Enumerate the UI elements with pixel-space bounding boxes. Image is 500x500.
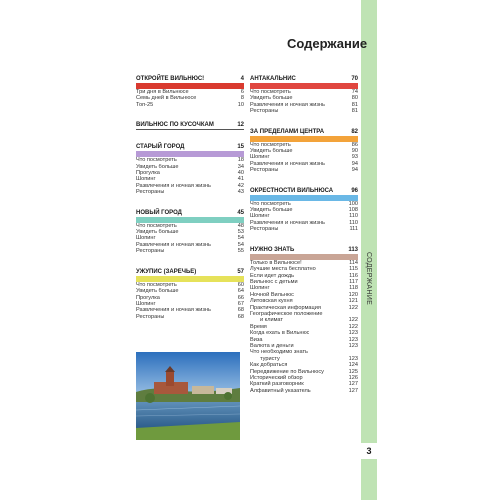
toc-entry-page: 122 [348,323,358,330]
section-heading[interactable] [136,207,244,217]
section-heading-label: СТАРЫЙ ГОРОД [136,144,185,151]
toc-entry-label: Шопинг [250,213,270,220]
toc-entry-page: 108 [348,207,358,214]
toc-entry-page: 43 [237,189,244,196]
toc-entry-page: 66 [237,294,244,301]
toc-section [250,244,358,395]
toc-entry-page: 123 [348,336,358,343]
section-heading-page: 45 [237,209,244,216]
toc-entry-label: Шопинг [136,300,156,307]
toc-entry-label: Шопинг [250,285,270,292]
toc-entry-page: 90 [351,148,358,155]
section-heading-page: 70 [351,76,358,82]
section-heading-page: 113 [348,246,358,253]
section-heading-page: 15 [237,144,244,151]
toc-entry[interactable] [250,388,358,394]
toc-entry-label: Алфавитный указатель [250,387,311,394]
section-heading-label: ВИЛЬНЮС ПО КУСОЧКАМ [136,122,214,129]
section-heading-label: УЖУПИС (ЗАРЕЧЬЕ) [136,268,197,275]
toc-entry-page: 111 [349,226,358,233]
toc-section [136,207,244,255]
toc-entry-label: Географическое положение [250,310,323,317]
toc-entry-page: 94 [351,160,358,167]
page-title: Содержание [287,36,368,51]
toc-entry-page: 18 [237,157,244,164]
section-heading[interactable] [250,185,358,195]
toc-entry-page: 10 [237,101,244,108]
toc-entry-page: 6 [240,89,244,95]
toc-entry-label: Увидеть больше [136,229,179,236]
section-heading-label: НОВЫЙ ГОРОД [136,209,182,216]
toc-entry-label: Прогулка [136,170,160,177]
toc-entry-label: Прогулка [136,294,160,301]
toc-entry-page: 115 [349,266,358,273]
toc-entry[interactable] [250,108,358,114]
toc-entry-label: Шопинг [136,176,156,183]
toc-entry-page: 122 [348,304,358,311]
section-heading-label: НУЖНО ЗНАТЬ [250,246,295,253]
toc-entry-page: 60 [237,281,244,288]
toc-entry-label: Увидеть больше [250,207,293,214]
toc-entry-label: Валюта и деньги [250,342,294,349]
section-heading-page: 82 [351,128,358,135]
toc-entry-page: 86 [351,141,358,148]
toc-entry-page: 8 [240,95,244,102]
photo-illustration [136,352,240,440]
toc-entry[interactable] [136,102,244,108]
section-heading[interactable] [136,119,244,129]
toc-entry-page: 67 [237,300,244,307]
toc-entry-page: 100 [348,200,358,207]
toc-entry-label: Семь дней в Вильнюсе [136,95,197,102]
toc-entry-page: 34 [237,163,244,170]
toc-entry-label: Развлечения и ночная жизнь [250,101,325,108]
toc-entry-page: 123 [348,330,358,337]
section-rule [136,129,244,130]
toc-entry-page: 125 [348,368,358,375]
toc-entry-label: Ночной Вильнюс [250,291,294,298]
toc-entry-page: 94 [351,167,358,174]
toc-entry-label: Виза [250,336,263,343]
toc-entry-page: 114 [349,259,358,266]
section-items [136,157,244,195]
toc-entry-page: 54 [237,235,244,242]
section-heading-page: 12 [237,122,244,129]
toc-entry-label: Лучшие места бесплатно [250,266,316,273]
toc-entry-label: Краткий разговорник [250,381,304,388]
toc-entry-label: Время [250,323,267,330]
side-section-label: СОДЕРЖАНИЕ [365,251,373,305]
toc-entry-label: Как добраться [250,362,288,369]
toc-entry-label: туристу [260,355,280,362]
toc-entry-page: 110 [349,219,358,226]
toc-section [136,266,244,320]
toc-entry-page: 127 [348,387,358,394]
toc-entry-label: Только в Вильнюсе! [250,259,302,266]
toc-entry-page: 117 [349,278,358,285]
toc-entry-label: Топ-25 [136,101,154,108]
toc-entry-label: Увидеть больше [250,148,293,155]
toc-entry-label: Развлечения и ночная жизнь [250,219,325,226]
toc-entry-label: Что посмотреть [136,157,177,164]
toc-entry-label: Что необходимо знать [250,349,308,356]
toc-entry-page: 110 [349,213,358,220]
section-heading[interactable] [250,244,358,254]
toc-entry-page: 40 [237,170,244,177]
toc-entry-page: 121 [348,298,358,305]
toc-section [250,185,358,233]
toc-entry-label: Три дня в Вильнюсе [136,89,189,95]
section-items [136,89,244,108]
toc-entry-label: Развлечения и ночная жизнь [136,307,211,314]
toc-entry-label: Передвижение по Вильнюсу [250,368,324,375]
toc-entry-label: Шопинг [250,154,270,161]
toc-entry-label: Что посмотреть [136,222,177,229]
toc-entry-label: Рестораны [136,248,165,255]
toc-entry-label: Что посмотреть [250,89,291,95]
section-heading-page: 96 [351,187,358,194]
toc-entry-label: Увидеть больше [250,95,293,102]
toc-entry-page: 93 [351,154,358,161]
toc-entry-page: 120 [348,291,358,298]
section-heading[interactable] [136,266,244,276]
toc-section [250,73,358,115]
toc-entry-page: 80 [351,95,358,102]
toc-entry[interactable] [250,167,358,173]
toc-entry-page: 74 [351,89,358,95]
toc-entry-page: 81 [351,108,358,115]
toc-entry[interactable] [250,226,358,232]
toc-entry-label: Шопинг [136,235,156,242]
toc-entry-label: Когда ехать в Вильнюс [250,330,310,337]
toc-entry-page: 48 [237,222,244,229]
toc-entry-page: 118 [349,285,358,292]
toc-entry-page: 42 [237,182,244,189]
section-heading-page: 4 [240,76,244,82]
page-number: 3 [361,443,377,459]
section-heading-page: 57 [237,268,244,275]
section-heading[interactable] [136,141,244,151]
toc-entry-page: 53 [237,229,244,236]
toc-entry-label: Литовская кухня [250,298,293,305]
vilnius-river-photo [136,352,240,440]
section-items [250,201,358,233]
section-items [250,89,358,115]
toc-entry-page: 123 [348,355,358,362]
toc-section [136,73,244,108]
toc-entry-label: Что посмотреть [250,200,291,207]
toc-entry-page: 68 [237,313,244,320]
toc-entry-page: 41 [237,176,244,183]
section-items [136,282,244,320]
toc-entry-label: Исторический обзор [250,375,303,381]
toc-entry-label: Рестораны [250,108,279,115]
toc-entry-page: 123 [348,342,358,349]
toc-entry-page: 122 [348,317,358,324]
toc-section [250,126,358,174]
section-heading-label: ОКРЕСТНОСТИ ВИЛЬНЮСА [250,187,334,194]
toc-entry-label: Рестораны [250,226,279,233]
toc-entry-label: Рестораны [136,189,165,196]
toc-section [136,141,244,195]
toc-entry-label: Развлечения и ночная жизнь [136,241,211,248]
toc-entry-label: Увидеть больше [136,163,179,170]
section-heading-label: АНТАКАЛЬНИС [250,76,296,82]
toc-entry-page: 64 [237,288,244,295]
toc-entry-page: 124 [348,362,358,369]
toc-entry-label: Увидеть больше [136,288,179,295]
section-items [136,223,244,255]
toc-left-column [136,73,244,331]
toc-entry[interactable] [136,314,244,320]
toc-entry[interactable] [136,189,244,195]
section-heading-label: ОТКРОЙТЕ ВИЛЬНЮС! [136,76,205,82]
toc-entry[interactable] [136,248,244,254]
toc-entry-page: 81 [351,101,358,108]
section-items [250,142,358,174]
section-heading[interactable] [250,126,358,136]
toc-entry-label: Что посмотреть [136,281,177,288]
toc-entry-page: 127 [348,381,358,388]
toc-entry-label: Развлечения и ночная жизнь [250,160,325,167]
toc-entry-page: 55 [237,248,244,255]
toc-entry-label: Вильнюс с детьми [250,278,298,285]
toc-entry-page: 68 [237,307,244,314]
section-heading[interactable] [136,73,244,83]
section-heading-label: ЗА ПРЕДЕЛАМИ ЦЕНТРА [250,128,325,135]
toc-entry-label: Практическая информация [250,304,321,311]
toc-entry-label: Если идет дождь [250,272,295,279]
toc-entry-label: Рестораны [136,313,165,320]
section-items [250,260,358,395]
toc-entry-page: 126 [348,375,358,381]
toc-entry-page: 116 [349,272,358,279]
section-heading[interactable] [250,73,358,83]
toc-right-column [250,73,358,405]
toc-entry-label: Рестораны [250,167,279,174]
toc-entry-label: Что посмотреть [250,141,291,148]
toc-entry-page: 54 [237,241,244,248]
toc-entry-label: и климат [260,317,283,324]
toc-entry-label: Развлечения и ночная жизнь [136,182,211,189]
toc-section [136,119,244,130]
